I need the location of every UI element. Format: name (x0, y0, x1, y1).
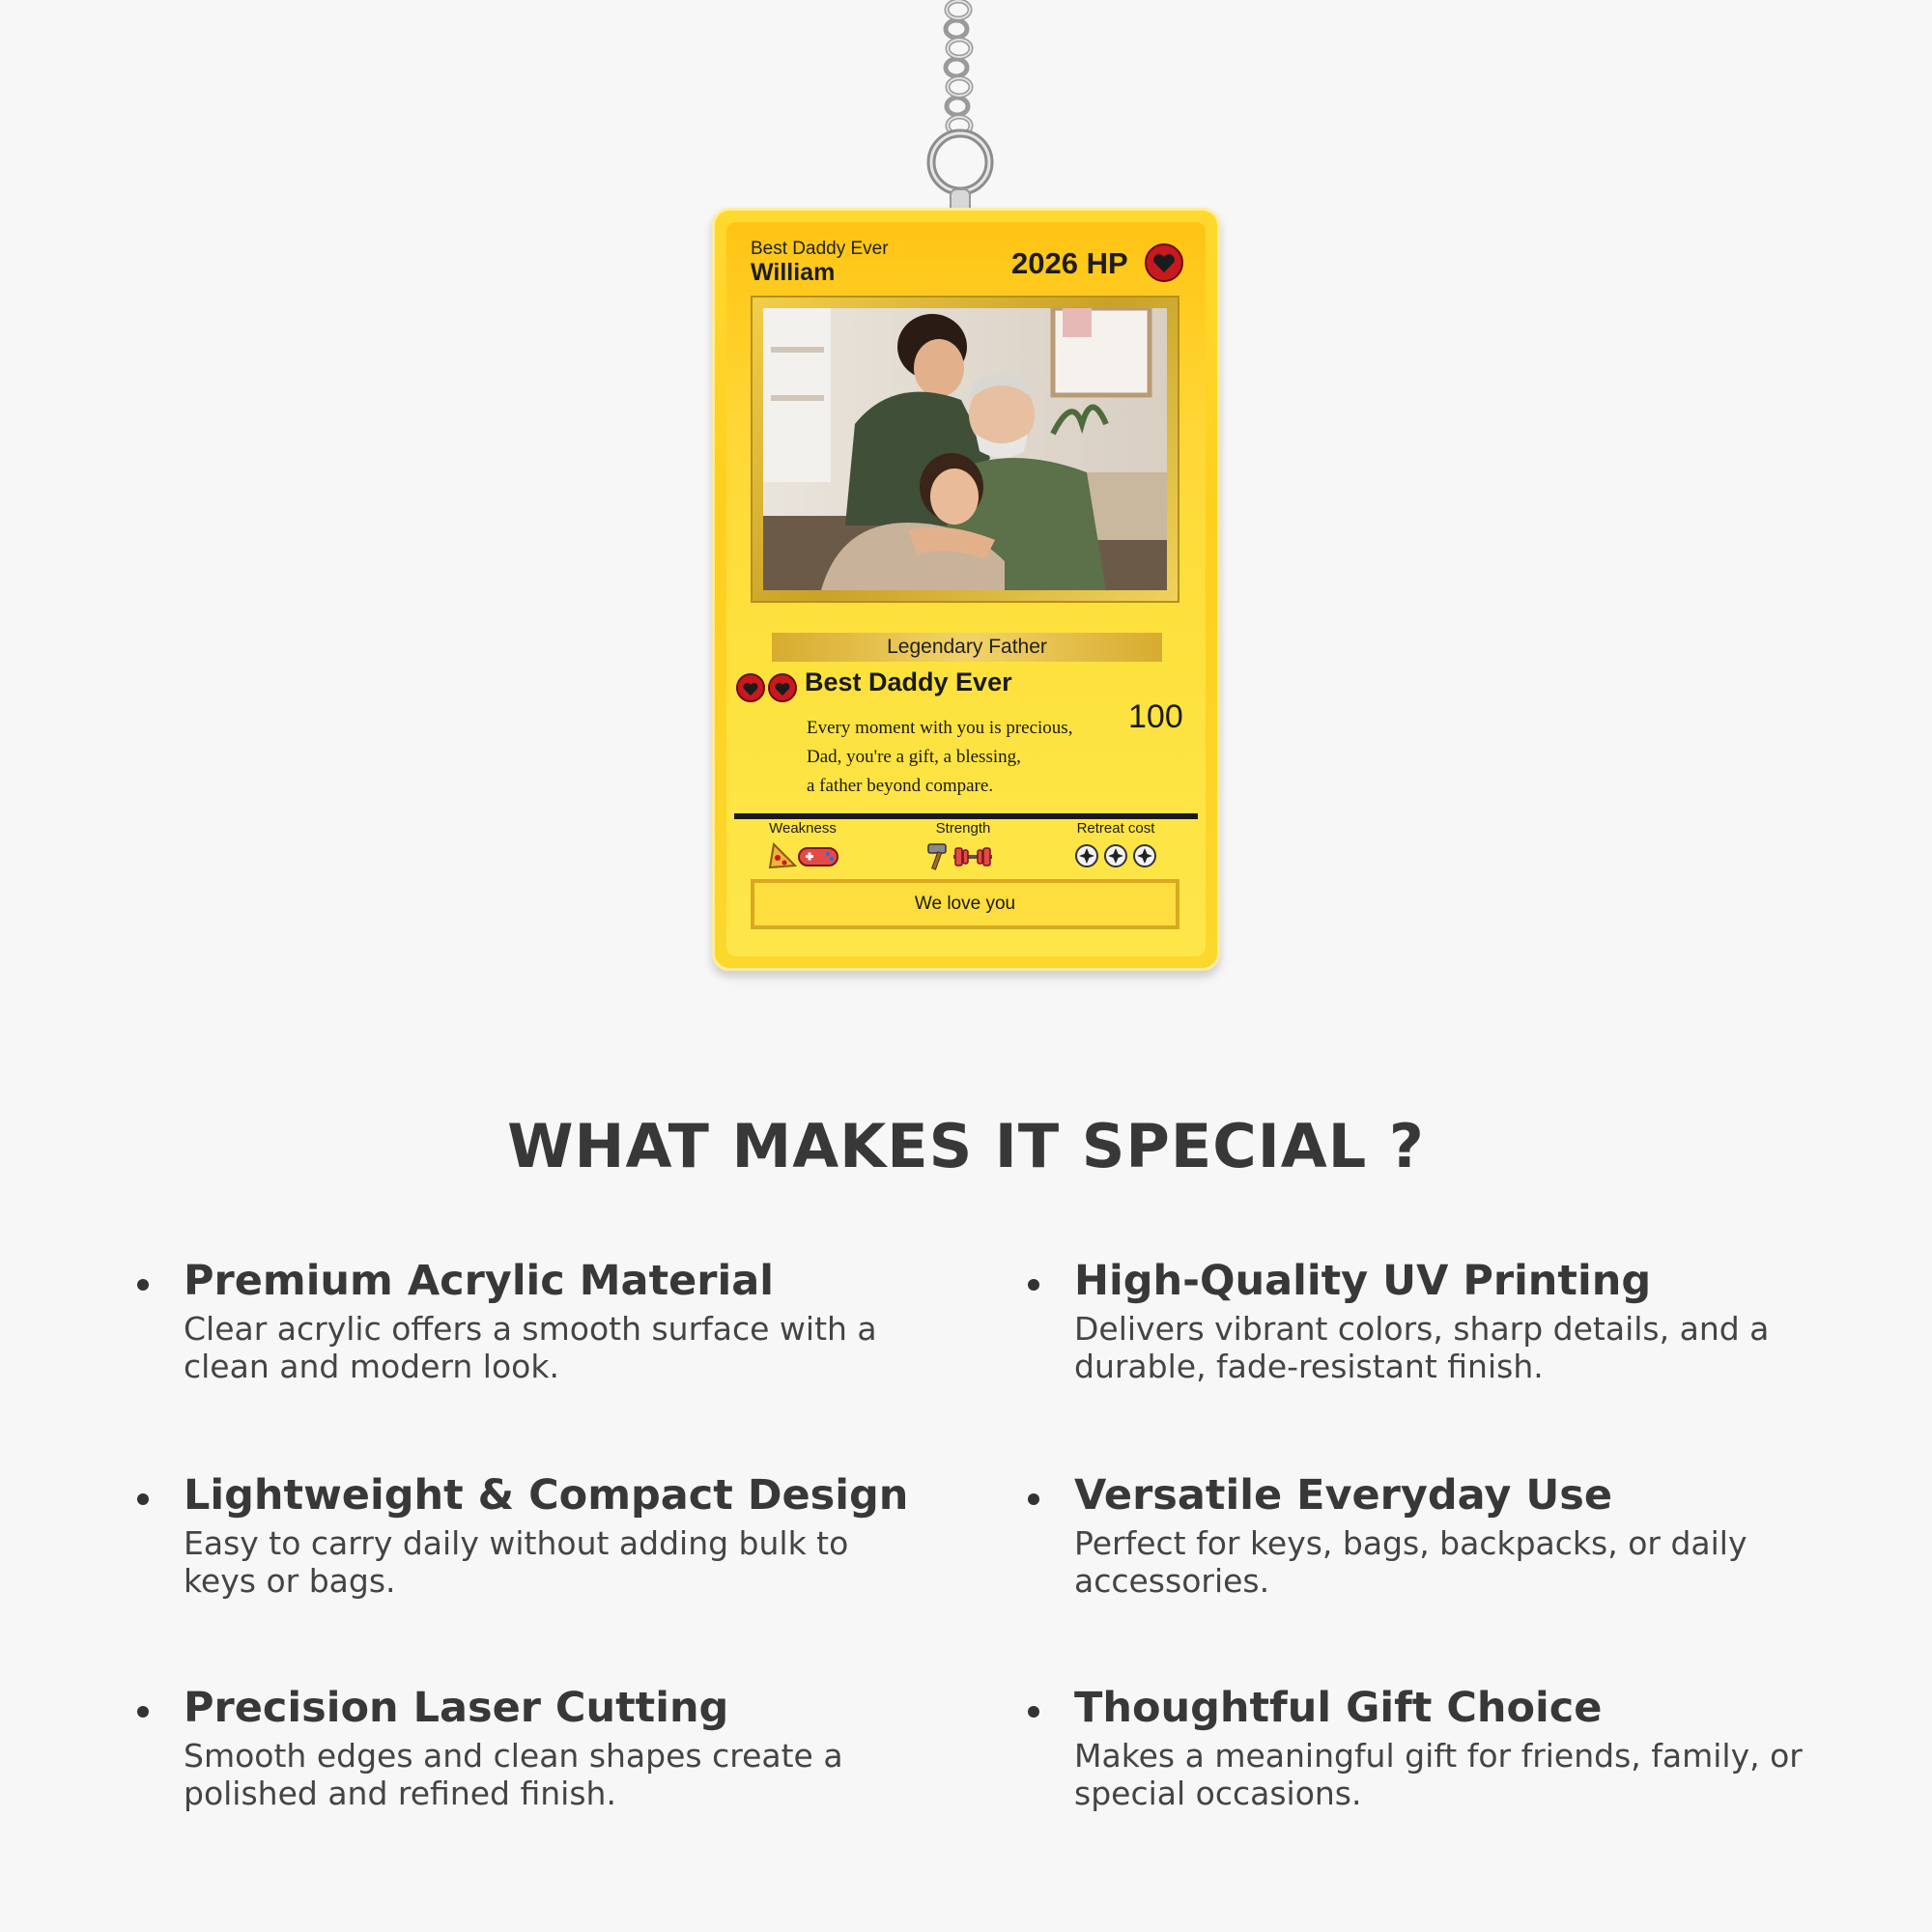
feature-description: Easy to carry daily without adding bulk to keys or bags. (184, 1524, 849, 1600)
ability-damage: 100 (1128, 698, 1183, 735)
feature-description: Perfect for keys, bags, backpacks, or daily accessories. (1074, 1524, 1747, 1600)
retreat-cost-icons (1048, 840, 1183, 871)
ability-line: Every moment with you is precious, (807, 718, 1073, 738)
card-divider (734, 813, 1198, 819)
feature-title: Thoughtful Gift Choice (1074, 1684, 1603, 1732)
hammer-icon (928, 844, 946, 869)
family-photo (763, 308, 1167, 590)
feature-title: Lightweight & Compact Design (184, 1471, 909, 1520)
card-name: William (751, 259, 836, 286)
feature-item (184, 1468, 918, 1600)
gamepad-icon (799, 848, 838, 866)
card-footer-message: We love you (751, 879, 1179, 929)
bullet-icon (137, 1279, 149, 1291)
heart-icon (1144, 242, 1184, 283)
ability-line: Dad, you're a gift, a blessing, (807, 747, 1021, 767)
dumbbell-icon (953, 848, 992, 866)
heart-icon (736, 671, 798, 704)
rank-band: Legendary Father (772, 633, 1162, 662)
feature-title: High-Quality UV Printing (1074, 1257, 1652, 1305)
feature-title: Premium Acrylic Material (184, 1257, 774, 1305)
feature-item (1074, 1254, 1808, 1385)
card-hp: 2026 HP (1011, 246, 1128, 280)
weakness-icons (735, 840, 870, 871)
feature-title: Precision Laser Cutting (184, 1684, 729, 1732)
feature-item (1074, 1681, 1808, 1812)
strength-icons (895, 840, 1031, 871)
weakness-label: Weakness (769, 820, 837, 837)
retreat-label: Retreat cost (1076, 820, 1155, 837)
feature-description: Smooth edges and clean shapes create a polished and refined finish. (184, 1737, 843, 1812)
bullet-icon (137, 1706, 149, 1718)
star-coin-icon (1076, 845, 1097, 867)
bullet-icon (137, 1493, 149, 1505)
section-headline: WHAT MAKES IT SPECIAL ? (507, 1111, 1425, 1181)
feature-title: Versatile Everyday Use (1074, 1471, 1613, 1520)
feature-description: Clear acrylic offers a smooth surface with a clean and modern look. (184, 1310, 877, 1385)
star-coin-icon (1134, 845, 1155, 867)
star-coin-icon (1105, 845, 1126, 867)
strength-label: Strength (935, 820, 991, 837)
ability-description (807, 714, 1116, 801)
card-subtitle: Best Daddy Ever (751, 239, 889, 259)
feature-item (184, 1681, 918, 1812)
bullet-icon (1028, 1279, 1039, 1291)
bullet-icon (1028, 1706, 1039, 1718)
pizza-icon (770, 844, 795, 867)
feature-description: Delivers vibrant colors, sharp details, and a durable, fade-resistant finish. (1074, 1310, 1770, 1385)
bullet-icon (1028, 1493, 1039, 1505)
feature-item (1074, 1468, 1808, 1600)
key-ring-icon (922, 114, 999, 220)
trading-card-keychain (712, 208, 1220, 971)
ability-line: a father beyond compare. (807, 776, 994, 796)
feature-item (184, 1254, 918, 1385)
ability-title: Best Daddy Ever (805, 668, 1012, 696)
feature-description: Makes a meaningful gift for friends, family, or special occasions. (1074, 1737, 1803, 1812)
